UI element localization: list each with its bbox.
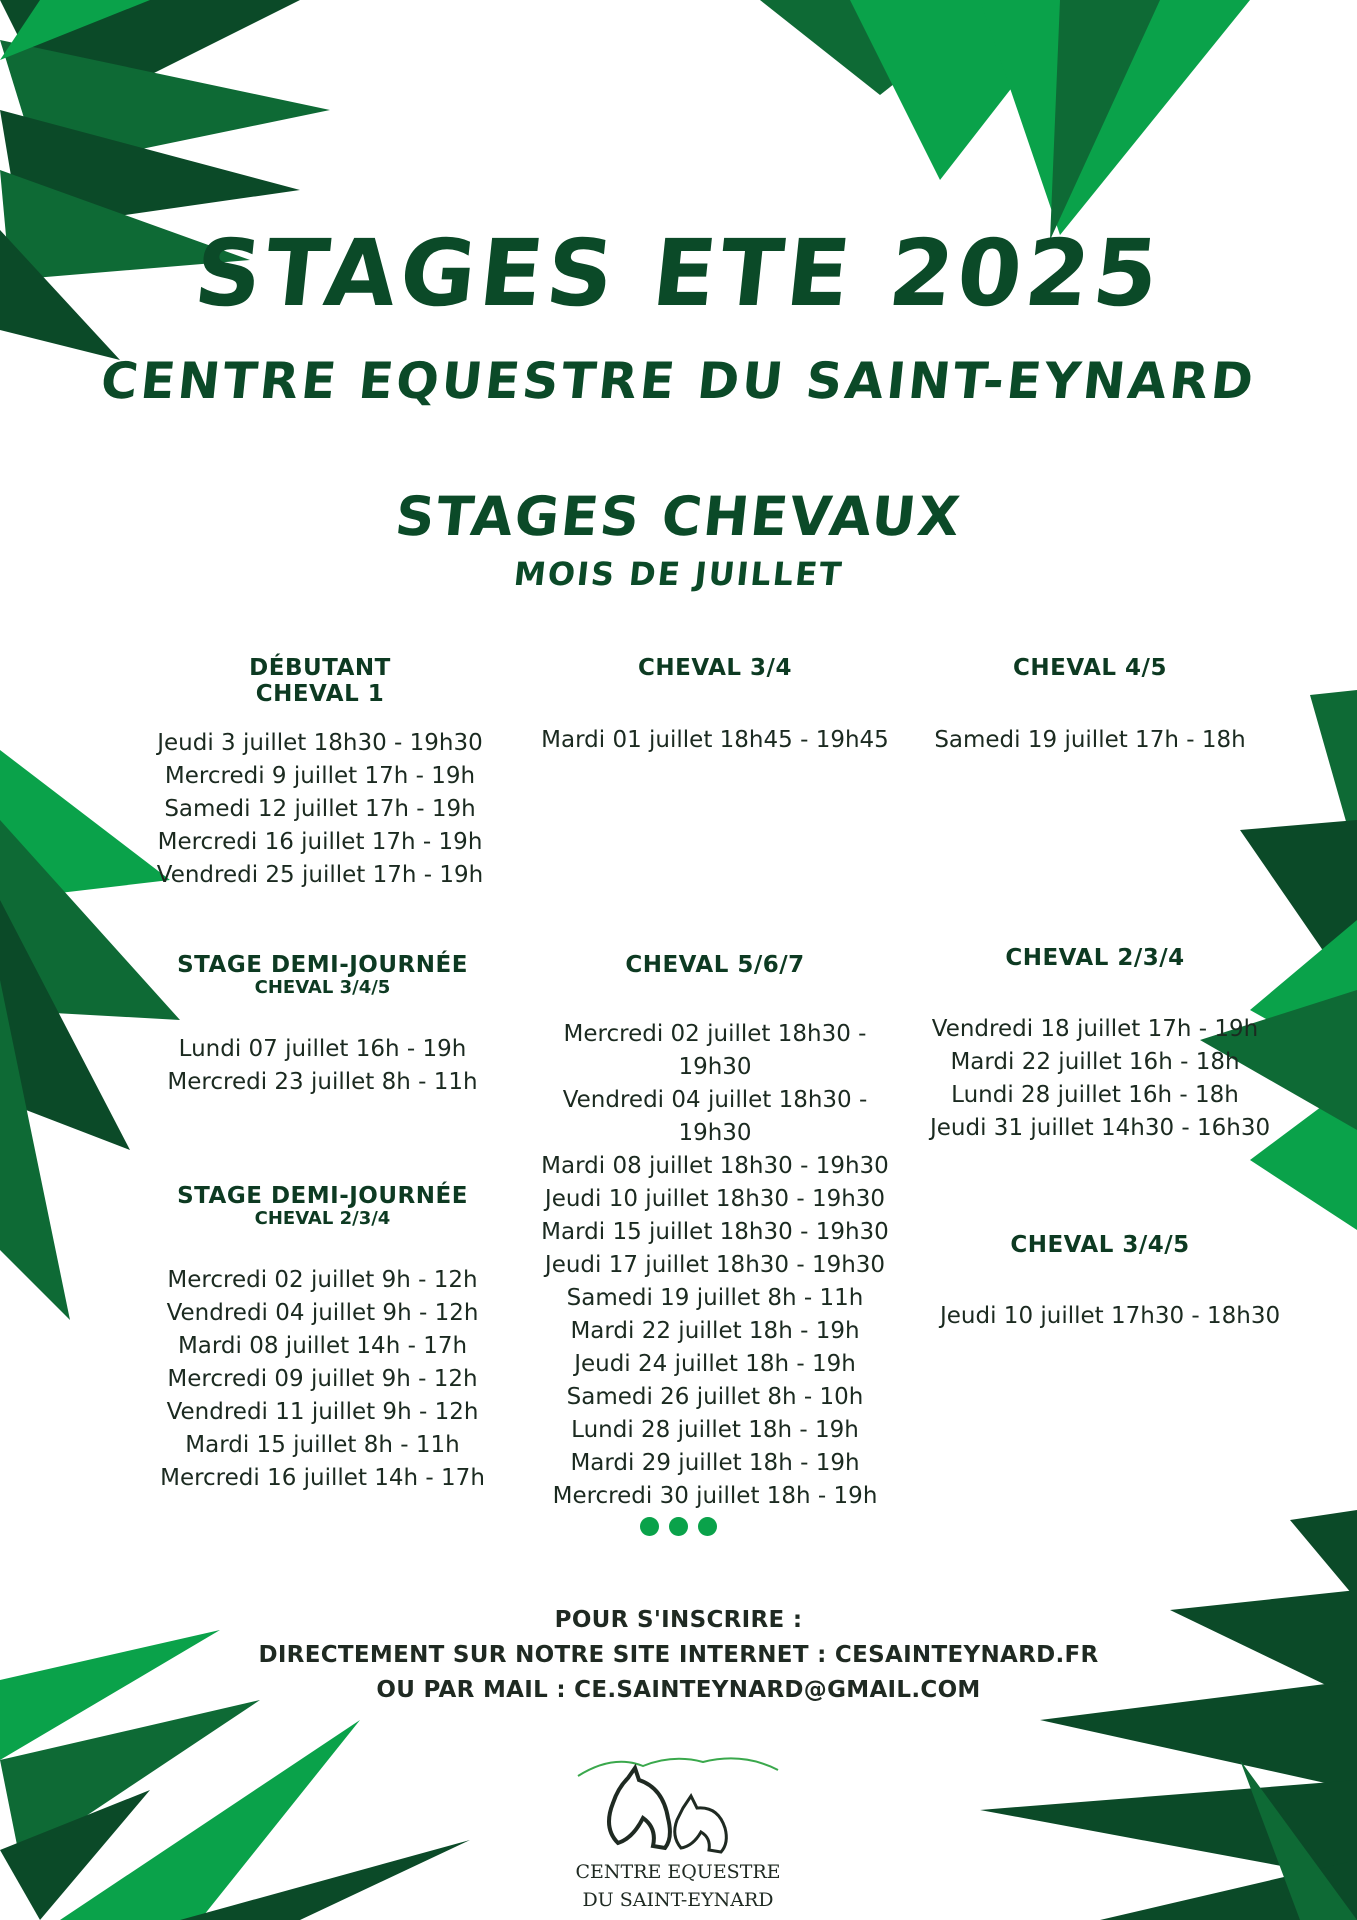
session-list: [930, 724, 1250, 757]
list-item: Mardi 08 juillet 14h - 17h: [177, 1333, 468, 1359]
session-list: [530, 724, 900, 757]
list-item: Jeudi 3 juillet 18h30 - 19h30: [157, 730, 483, 756]
list-item: Mardi 08 juillet 18h30 - 19h30: [541, 1153, 889, 1179]
list-item: Samedi 19 juillet 8h - 11h: [566, 1285, 864, 1311]
list-item: Jeudi 17 juillet 18h30 - 19h30: [544, 1252, 886, 1278]
list-item: Mardi 15 juillet 18h30 - 19h30: [541, 1219, 889, 1245]
schedule-block-demi-journee-3-4-5: [150, 952, 495, 1099]
block-heading: CHEVAL 4/5: [1013, 655, 1167, 681]
register-heading: POUR S'INSCRIRE :: [554, 1607, 803, 1633]
list-item: Mardi 29 juillet 18h - 19h: [570, 1450, 860, 1476]
list-item: Jeudi 31 juillet 14h30 - 16h30: [930, 1115, 1271, 1141]
list-item: Mercredi 02 juillet 18h30 - 19h30: [563, 1021, 867, 1080]
session-list: [940, 1300, 1281, 1333]
list-item: Vendredi 04 juillet 18h30 - 19h30: [562, 1087, 868, 1146]
list-item: Mardi 22 juillet 16h - 18h: [950, 1049, 1240, 1075]
registration-info: [0, 1603, 1357, 1708]
block-heading: CHEVAL 3/4: [638, 655, 792, 681]
list-item: Mercredi 02 juillet 9h - 12h: [167, 1267, 478, 1293]
list-item: Lundi 28 juillet 18h - 19h: [571, 1417, 859, 1443]
list-item: Mardi 15 juillet 8h - 11h: [185, 1432, 460, 1458]
session-list: [150, 727, 490, 892]
club-logo: [573, 1748, 783, 1920]
list-item: Mercredi 9 juillet 17h - 19h: [164, 763, 476, 789]
list-item: Lundi 07 juillet 16h - 19h: [178, 1036, 467, 1062]
list-item: Samedi 19 juillet 17h - 18h: [934, 727, 1246, 753]
dot-icon: [698, 1517, 717, 1536]
list-item: Vendredi 18 juillet 17h - 19h: [931, 1016, 1259, 1042]
dots-separator: [0, 1517, 1357, 1540]
list-item: Vendredi 25 juillet 17h - 19h: [156, 862, 484, 888]
list-item: Mercredi 23 juillet 8h - 11h: [167, 1069, 478, 1095]
logo-line-2: DU SAINT-EYNARD: [582, 1889, 774, 1911]
list-item: Mercredi 30 juillet 18h - 19h: [552, 1483, 878, 1509]
session-list: [930, 1013, 1271, 1145]
list-item: Mardi 22 juillet 18h - 19h: [570, 1318, 860, 1344]
schedule-block-cheval-3-4-5: [940, 1232, 1281, 1333]
block-subheading: CHEVAL 3/4/5: [254, 977, 391, 998]
schedule-block-demi-journee-2-3-4: [150, 1183, 495, 1495]
list-item: Samedi 26 juillet 8h - 10h: [566, 1384, 864, 1410]
schedule-block-debutant: [150, 655, 490, 892]
list-item: Samedi 12 juillet 17h - 19h: [164, 796, 476, 822]
schedule-block-cheval-2-3-4: [930, 945, 1271, 1145]
block-heading: CHEVAL 5/6/7: [625, 952, 805, 978]
list-item: Mercredi 16 juillet 17h - 19h: [157, 829, 483, 855]
horse-heads-icon: [573, 1748, 783, 1858]
block-heading: CHEVAL 3/4/5: [1010, 1232, 1190, 1258]
block-subheading: CHEVAL 1: [255, 681, 385, 707]
schedule-block-cheval-5-6-7: [525, 952, 905, 1513]
list-item: Mercredi 16 juillet 14h - 17h: [160, 1465, 485, 1491]
session-list: [150, 1264, 495, 1495]
list-item: Jeudi 10 juillet 17h30 - 18h30: [940, 1303, 1281, 1329]
list-item: Lundi 28 juillet 16h - 18h: [951, 1082, 1239, 1108]
block-heading: CHEVAL 2/3/4: [1005, 945, 1185, 971]
schedule-block-cheval-4-5: [930, 655, 1250, 757]
schedule-block-cheval-3-4: [530, 655, 900, 757]
block-heading: STAGE DEMI-JOURNÉE: [177, 952, 468, 978]
logo-line-1: CENTRE EQUESTRE: [575, 1861, 781, 1883]
register-website: DIRECTEMENT SUR NOTRE SITE INTERNET : CESAINTEYNARD.FR: [258, 1642, 1099, 1668]
list-item: Mercredi 09 juillet 9h - 12h: [167, 1366, 478, 1392]
list-item: Mardi 01 juillet 18h45 - 19h45: [541, 727, 889, 753]
list-item: Jeudi 10 juillet 18h30 - 19h30: [544, 1186, 886, 1212]
list-item: Vendredi 11 juillet 9h - 12h: [166, 1399, 479, 1425]
page-subtitle: CENTRE EQUESTRE DU SAINT-EYNARD: [98, 352, 1259, 410]
dot-icon: [669, 1517, 688, 1536]
session-list: [525, 1018, 905, 1513]
block-subheading: CHEVAL 2/3/4: [254, 1208, 391, 1229]
section-subtitle: MOIS DE JUILLET: [512, 555, 845, 593]
block-heading: DÉBUTANT: [249, 655, 391, 681]
list-item: Vendredi 04 juillet 9h - 12h: [166, 1300, 479, 1326]
section-title: STAGES CHEVAUX: [392, 485, 965, 548]
list-item: Jeudi 24 juillet 18h - 19h: [574, 1351, 856, 1377]
session-list: [150, 1033, 495, 1099]
register-email: OU PAR MAIL : CE.SAINTEYNARD@GMAIL.COM: [376, 1677, 981, 1703]
block-heading: STAGE DEMI-JOURNÉE: [177, 1183, 468, 1209]
dot-icon: [640, 1517, 659, 1536]
page-title: STAGES ETE 2025: [189, 220, 1168, 327]
